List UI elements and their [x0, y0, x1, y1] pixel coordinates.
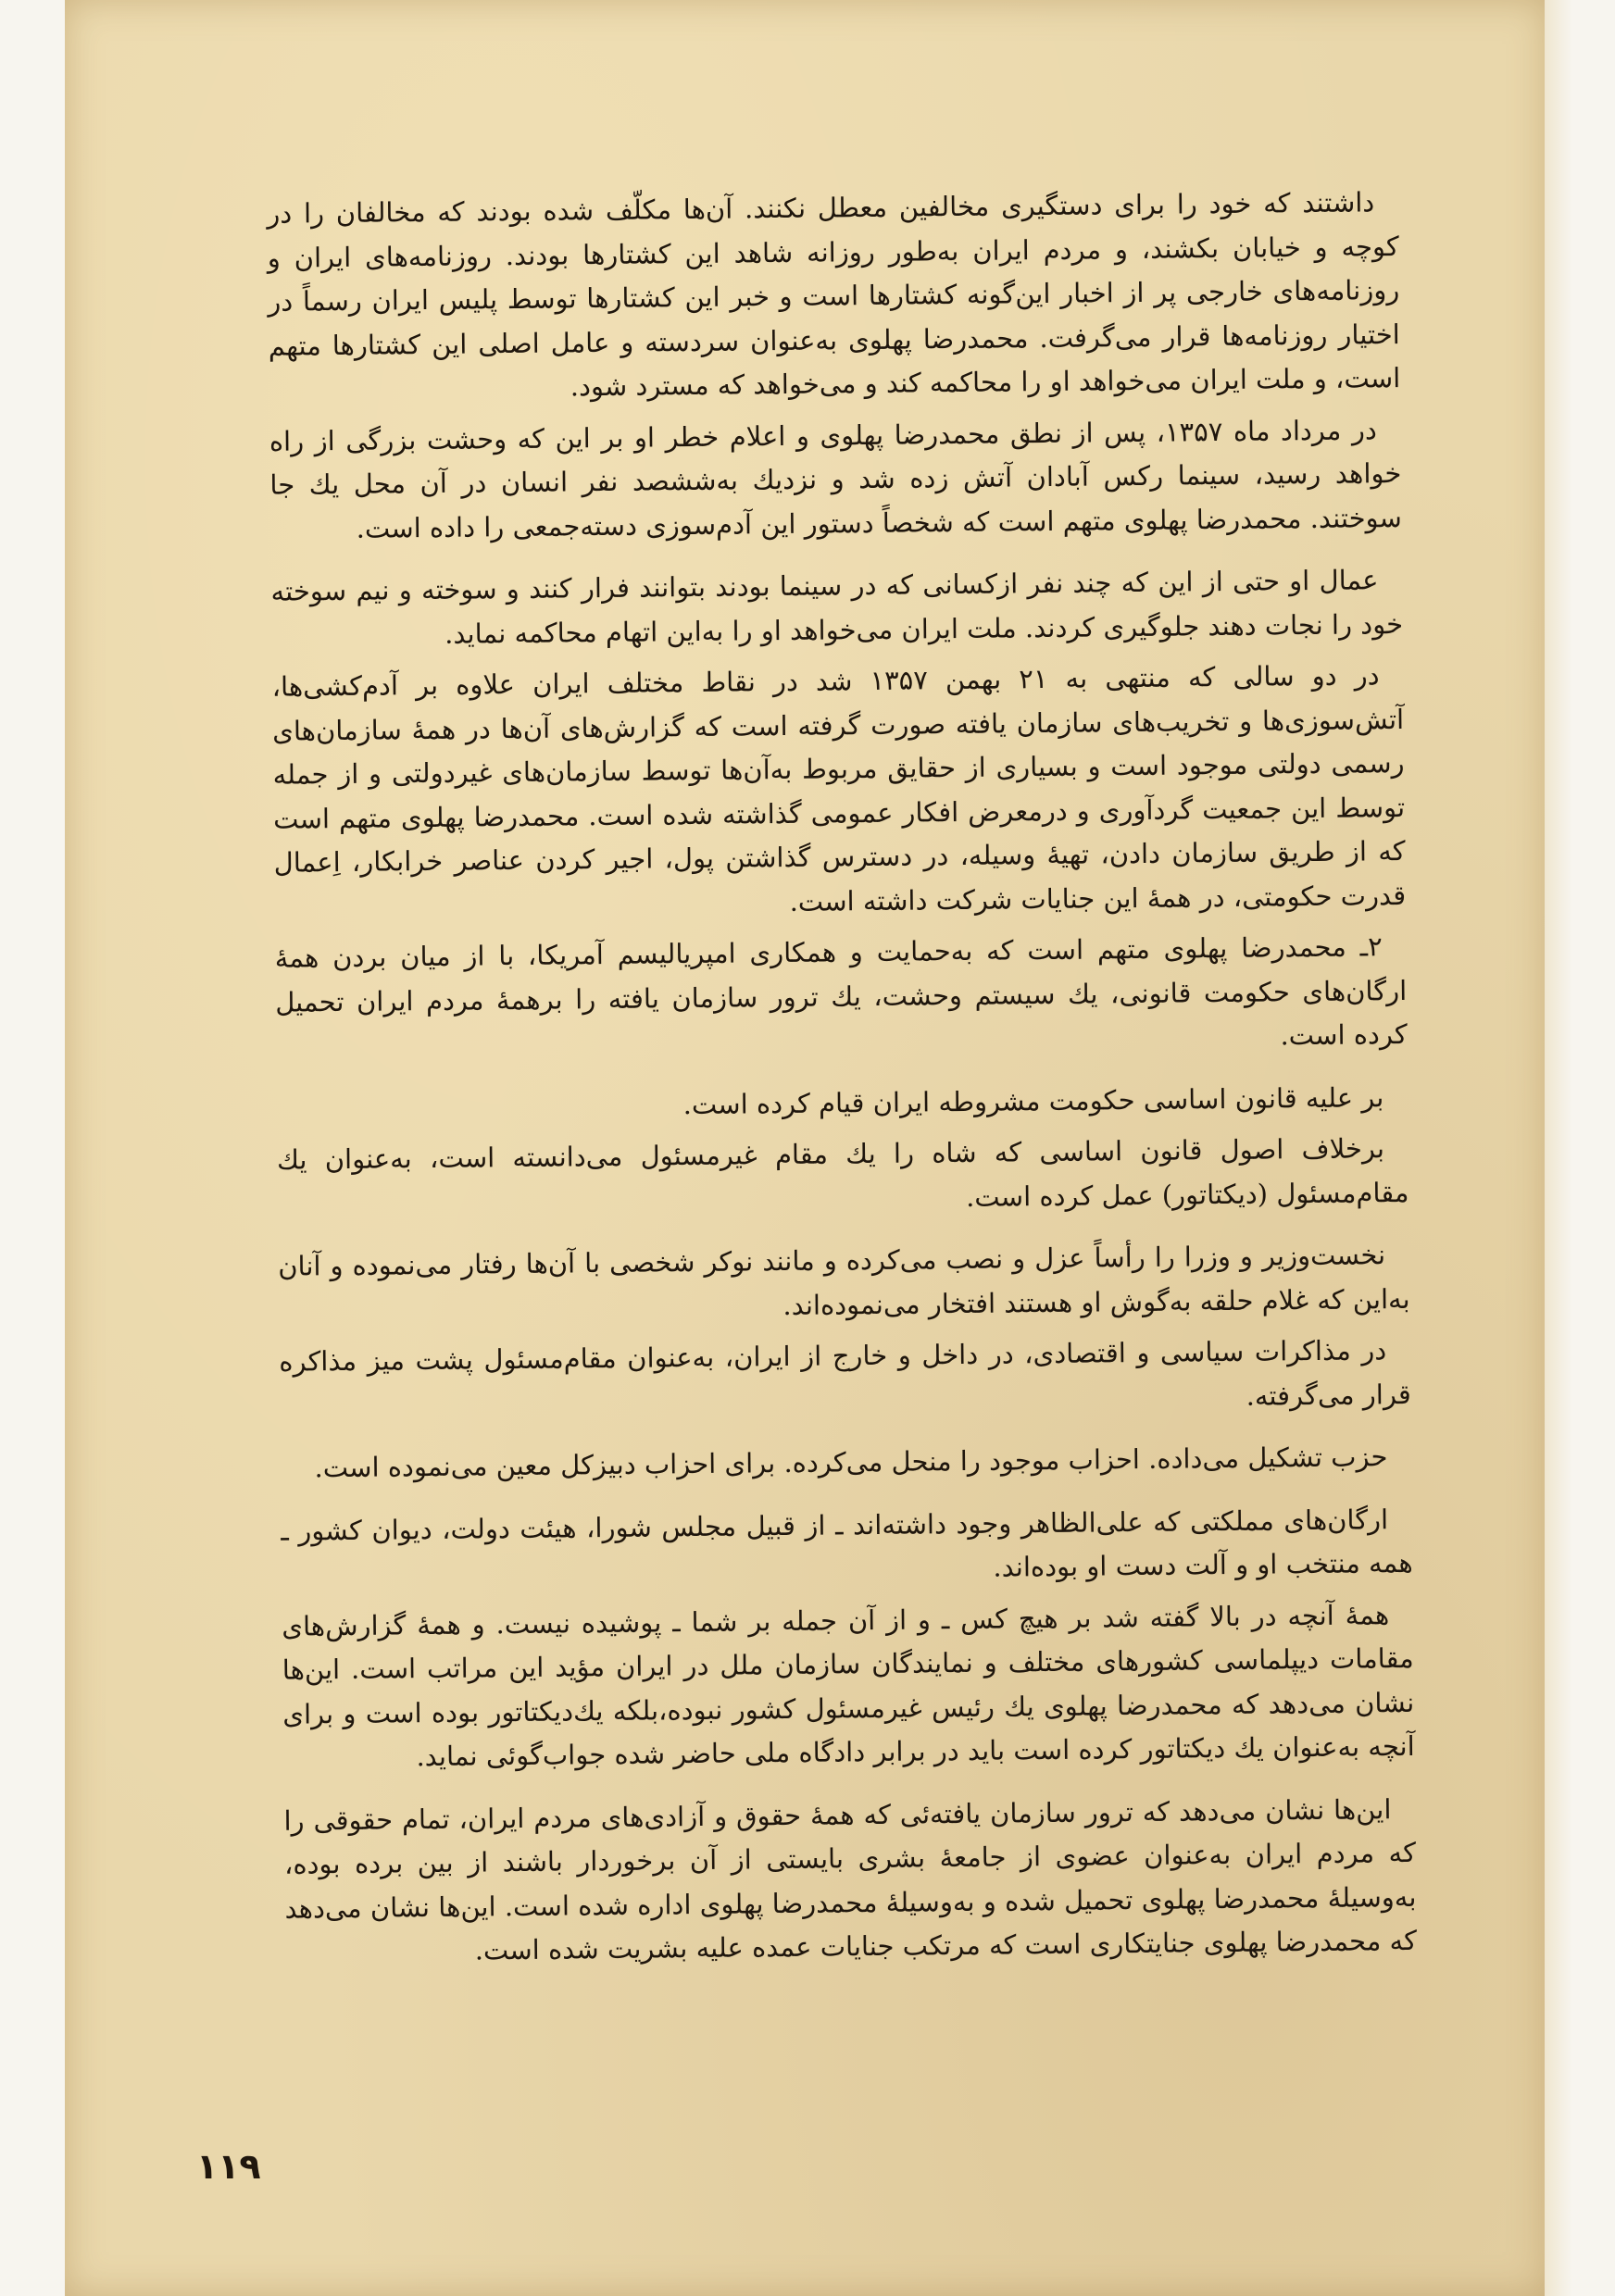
paragraph-5: ۲ـ محمدرضا پهلوی متهم است که به‌حمایت و همکاری امپریالیسم آمریکا، با از میان بردن همهٔ ارگان‌های حکومت قانونی، یك سیستم وحشت، یك ترور سازمان یافته را برهمهٔ مردم ایران تحمیل کرده است. [274, 930, 1408, 1052]
paragraph-6: بر علیه قانون اساسی حکومت مشروطه ایران قیام کرده است. [682, 1080, 1384, 1120]
paragraph-12: همهٔ آنچه در بالا گفته شد بر هیچ کس ـ و از آن جمله بر شما ـ پوشیده نیست. و همهٔ گزارش‌های مقامات دیپلماسی کشورهای مختلف و نمایندگان سازمان ملل در ایران مؤید این مراتب است. این‌ها نشان می‌دهد که محمدرضا پهلوی یك رئیس غیرمسئول کشور نبوده،بلکه یك‌دیکتاتور بوده است و برای آنچه به‌عنوان یك دیکتاتور کرده است باید در برابر دادگاه ملی حاضر شده جواب‌گوئی نماید. [282, 1598, 1415, 1773]
paragraph-7: برخلاف اصول قانون اساسی که شاه را یك مقام غیرمسئول می‌دانسته است، به‌عنوان یك مقام‌مسئول (دیکتاتور) عمل کرده است. [276, 1132, 1409, 1213]
paragraph-1: داشتند که خود را برای دستگیری مخالفین معطل نکنند. آن‌ها مکلّف شده بودند که مخالفان را در کوچه و خیابان بکشند، و مردم ایران به‌طور روزانه شاهد این کشتارها بودند. روزنامه‌های ایران و روزنامه‌های خارجی پر از اخبار این‌گونه کشتارها است و خبر این کشتارها توسط پلیس ایران رسماً در اختیار روزنامه‌ها قرار می‌گرفت. محمدرضا پهلوی به‌عنوان سردسته و عامل اصلی این کشتارها متهم است، و ملت ایران می‌خواهد او را محاکمه کند و می‌خواهد که مسترد شود. [267, 186, 1401, 403]
paragraph-13: این‌ها نشان می‌دهد که ترور سازمان یافته‌ئی که همهٔ حقوق و آزادی‌های مردم ایران، تمام حقوقی را که مردم ایران به‌عنوان عضوی از جامعهٔ بشری بایستی از آن برخوردار باشند از بین برده بوده، به‌وسیلهٔ محمدرضا پهلوی تحمیل شده و به‌وسیلهٔ محمدرضا پهلوی اداره شده است. این‌ها نشان می‌دهد که محمدرضا پهلوی جنایتکاری است که مرتکب جنایات عمده علیه بشریت شده است. [283, 1792, 1418, 1966]
paragraph-2: در مرداد ماه ۱۳۵۷، پس از نطق محمدرضا پهلوی و اعلام خطر او بر این که وحشت بزرگی از راه خواهد رسید، سینما رکس آبادان آتش زده شد و نزدیك به‌ششصد نفر انسان در آن محل یك جا سوختند. محمدرضا پهلوی متهم است که شخصاً دستور این آدم‌سوزی دسته‌جمعی را داده است. [269, 413, 1402, 544]
paragraph-3: عمال او حتی از این که چند نفر ازکسانی که در سینما بودند بتوانند فرار کنند و سوخته و نیم سوخته خود را نجات دهند جلوگیری کردند. ملت ایران می‌خواهد او را به‌این اتهام محاکمه نماید. [270, 564, 1404, 650]
paper-edge [1545, 0, 1572, 2296]
paragraph-4: در دو سالی که منتهی به ۲۱ بهمن ۱۳۵۷ شد در نقاط مختلف ایران علاوه بر آدم‌کشی‌ها، آتش‌سوزی‌ها و تخریب‌های سازمان یافته صورت گرفته است که گزارش‌های آن‌ها در همهٔ سازمان‌های رسمی دولتی موجود است و بسیاری از حقایق مربوط به‌آن‌ها توسط سازمان‌های غیردولتی و از جمله توسط این جمعیت گردآوری و درمعرض افکار عمومی گذاشته شده است. محمدرضا پهلوی متهم است که از طریق سازمان دادن، تهیهٔ وسیله، در دسترس گذاشتن پول، اجیر کردن عناصر خرابکار، اِعمال قدرت حکومتی، در همهٔ این جنایات شرکت داشته است. [271, 659, 1407, 917]
paragraph-10: حزب تشکیل می‌داده. احزاب موجود را منحل می‌کرده. برای احزاب دبیزکل معین می‌نموده است. [314, 1441, 1388, 1484]
paragraph-9: در مذاکرات سیاسی و اقتصادی، در داخل و خارج از ایران، به‌عنوان مقام‌مسئول پشت میز مذاکره قرار می‌گرفته. [279, 1334, 1411, 1412]
page-number: ۱۱۹ [196, 2146, 261, 2187]
paragraph-11: ارگان‌های مملکتی که علی‌الظاهر وجود داشته‌اند ـ از قبیل مجلس شورا، هیئت دولت، دیوان کشور ـ همه منتخب او و آلت دست او بوده‌اند. [281, 1503, 1413, 1583]
body-text [267, 181, 1417, 1975]
paragraph-8: نخست‌وزیر و وزرا را رأساً عزل و نصب می‌کرده و مانند نوکر شخصی با آن‌ها رفتار می‌نموده و آنان به‌این که غلام حلقه به‌گوش او هستند افتخار می‌نموده‌اند. [278, 1239, 1410, 1321]
